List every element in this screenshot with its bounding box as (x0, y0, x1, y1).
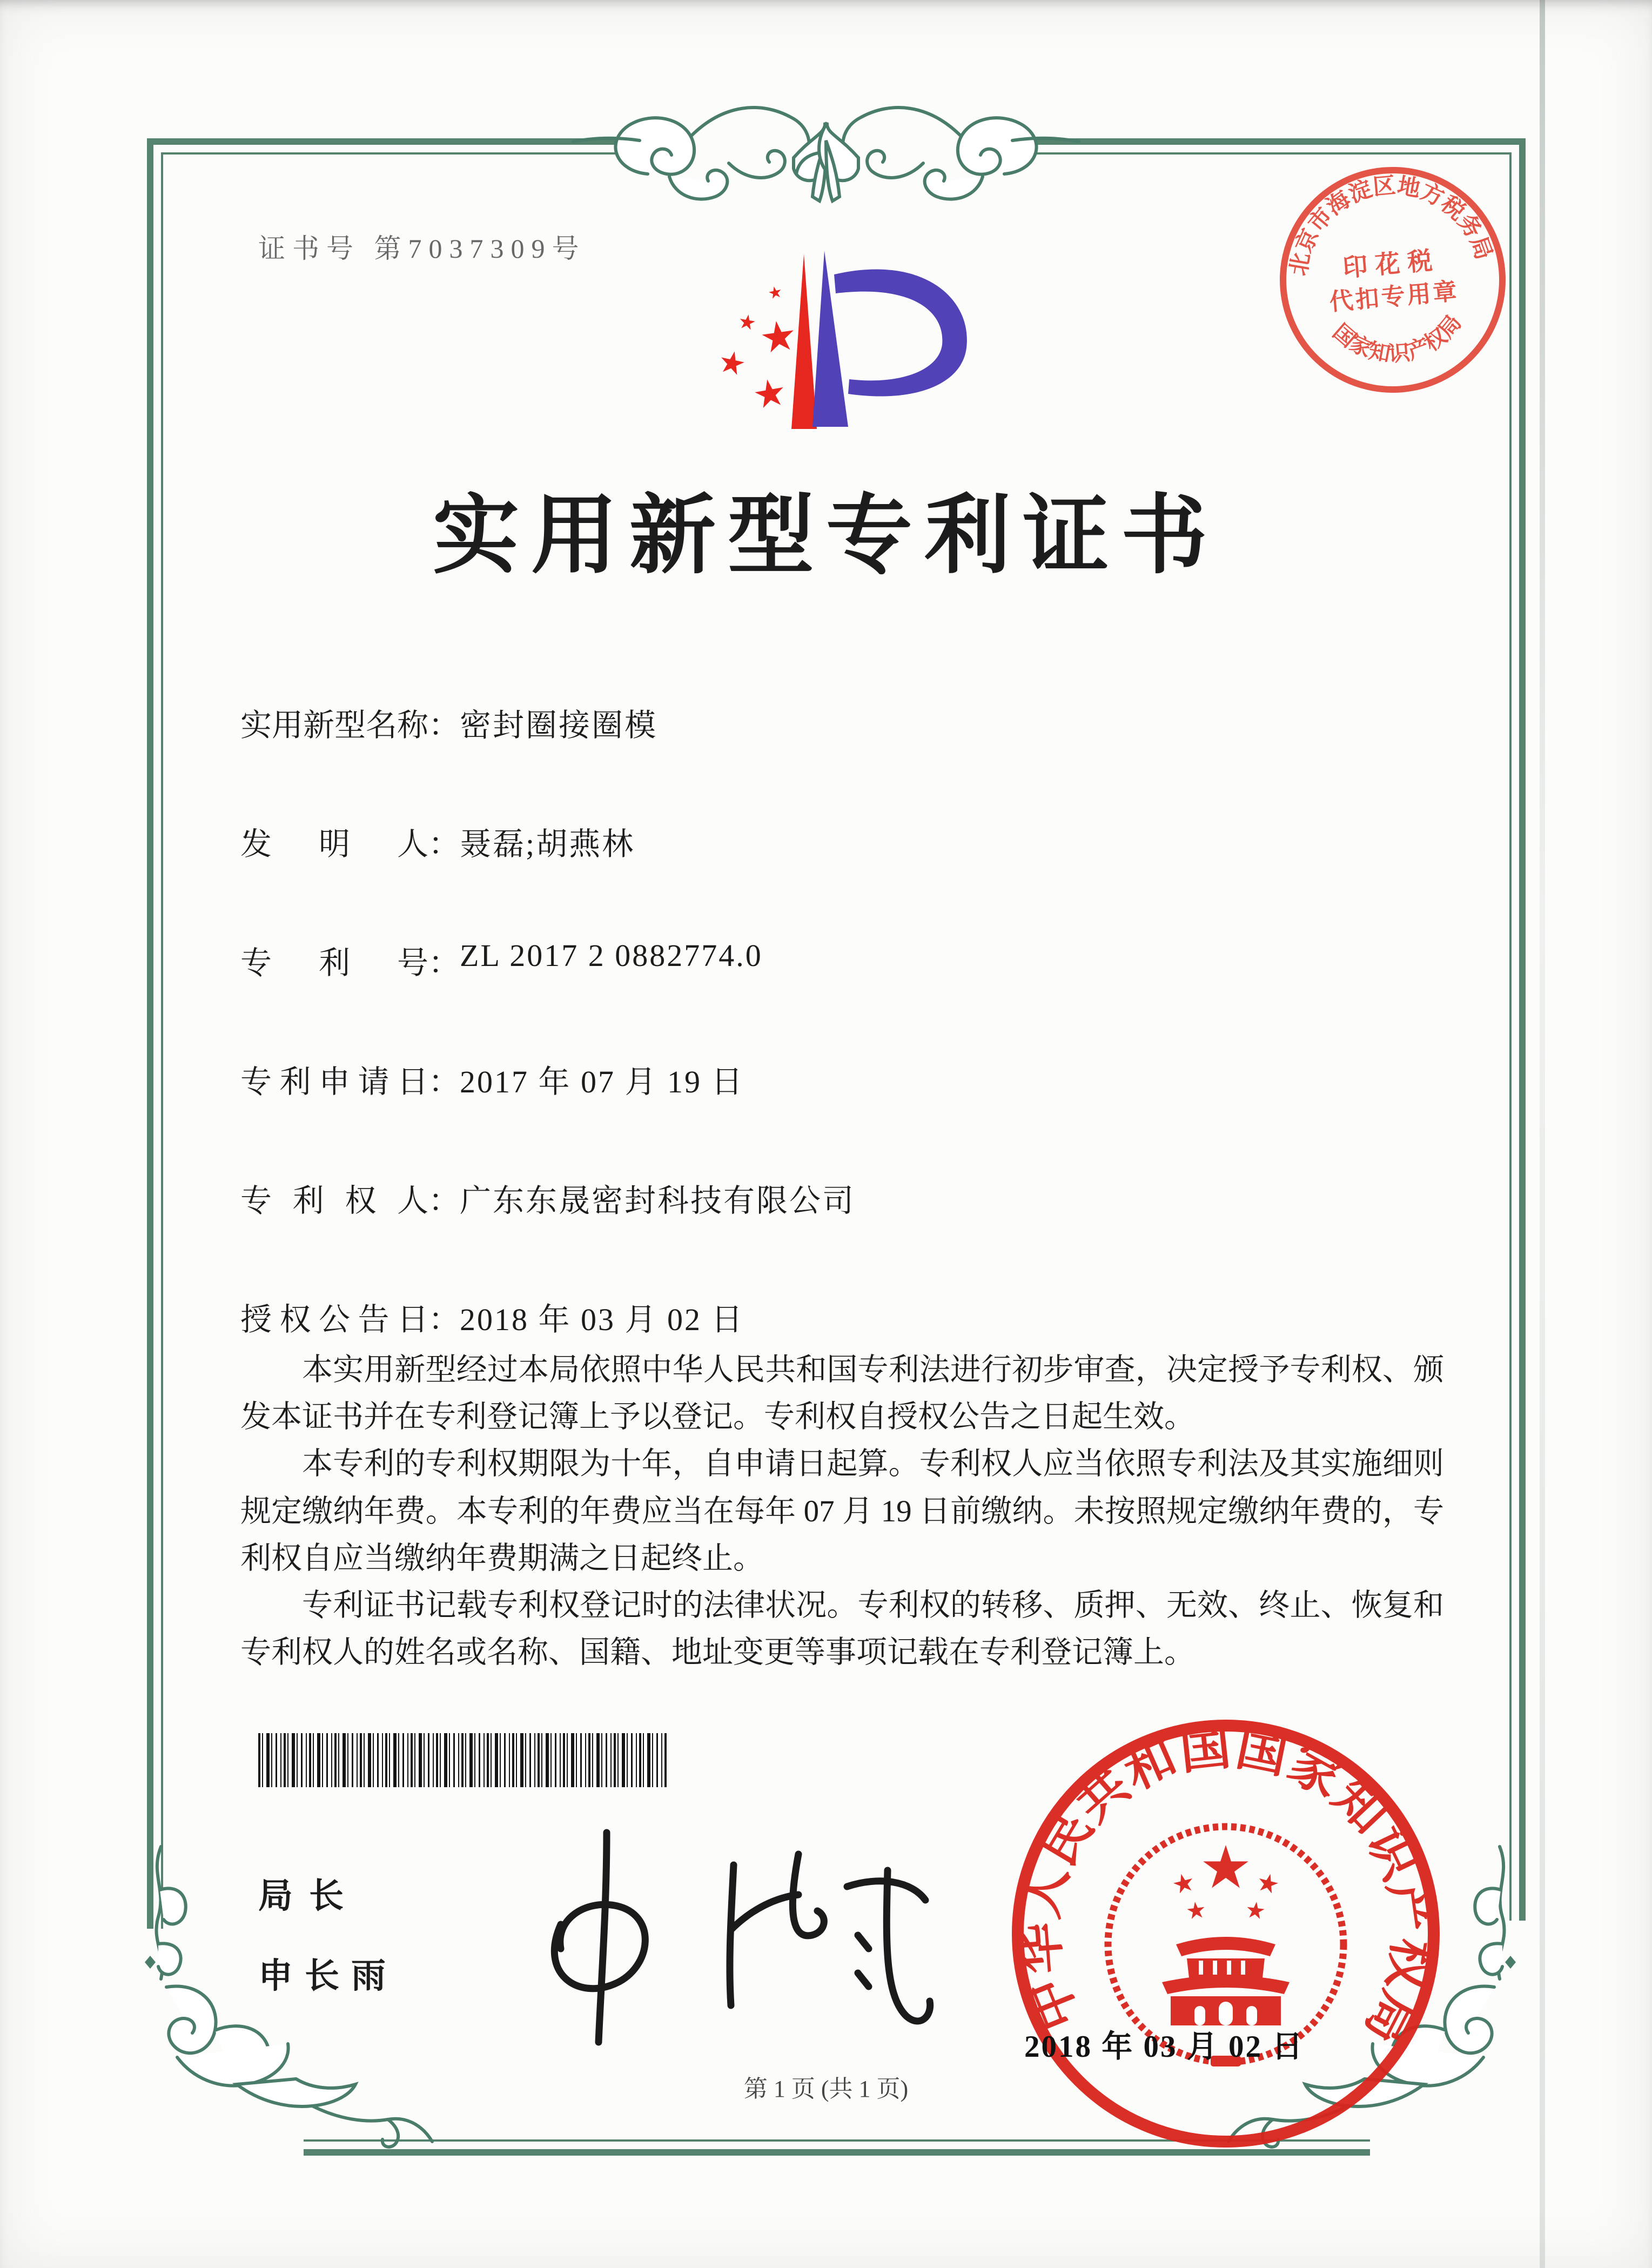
field-inventors: 发明人：聂磊;胡燕林 (240, 818, 1450, 937)
stamp-tax-seal (1260, 147, 1525, 412)
field-label: 发明人 (240, 827, 428, 862)
field-label: 专利号 (240, 945, 428, 981)
field-label: 专利权人 (240, 1183, 428, 1218)
field-label: 专利申请日 (240, 1064, 428, 1099)
field-patentee: 专利权人：广东东晟密封科技有限公司 (240, 1175, 1450, 1294)
seal-ring-text: 中华人民共和国国家知识产权局 (1011, 1719, 1441, 2055)
field-value: 密封圈接圈模 (460, 708, 658, 743)
tax-seal-center-line1: 印花税 (1341, 246, 1441, 282)
seal-date: 2018 年 03 月 02 日 (1024, 2030, 1305, 2064)
certificate-number: 证书号 第7037309号 (258, 233, 586, 264)
page-number: 第 1 页 (共 1 页) (743, 2076, 909, 2102)
field-value: 2018 年 03 月 02 日 (460, 1302, 744, 1337)
field-utility-model-name: 实用新型名称：密封圈接圈模 (240, 700, 1450, 818)
certificate-body (240, 1346, 1444, 1676)
certificate-barcode (258, 1733, 668, 1787)
field-label: 实用新型名称 (240, 708, 429, 743)
field-value: 聂磊;胡燕林 (460, 827, 635, 862)
director-title: 局长 (258, 1876, 360, 1915)
field-value: 广东东晟密封科技有限公司 (460, 1183, 856, 1218)
field-value: ZL 2017 2 0882774.0 (460, 938, 763, 973)
tax-seal-top-text: 北京市海淀区地方税务局 (1286, 173, 1496, 278)
top-center-scroll-ornament (567, 71, 1085, 223)
director-name: 申长雨 (258, 1956, 398, 1995)
body-paragraph-3: 专利证书记载专利权登记时的法律状况。专利权的转移、质押、无效、终止、恢复和专利权人的姓名或名称、国籍、地址变更等事项记载在专利登记簿上。 (240, 1588, 1444, 1670)
field-patent-number: 专利号：ZL 2017 2 0882774.0 (240, 937, 1450, 1056)
tax-seal-bottom-text: 国家知识产权局 (1328, 310, 1466, 367)
scan-edge-artifact (1540, 0, 1545, 2268)
body-paragraph-1: 本实用新型经过本局依照中华人民共和国专利法进行初步审查，决定授予专利权、颁发本证书并在专利登记簿上予以登记。专利权自授权公告之日起生效。 (240, 1353, 1444, 1434)
field-grant-publication-date: 授权公告日：2018 年 03 月 02 日 (240, 1294, 1450, 1413)
field-application-date: 专利申请日：2017 年 07 月 19 日 (240, 1056, 1450, 1175)
cnipa-ip-logo-icon (707, 223, 988, 465)
svg-text:国家知识产权局 (1327, 309, 1469, 372)
body-paragraph-2: 本专利的专利权期限为十年，自申请日起算。专利权人应当依照专利法及其实施细则规定缴纳年费。本专利的年费应当在每年 07 月 19 日前缴纳。未按照规定缴纳年费的，专利权自应当缴纳年费期满之日起终止。 (240, 1447, 1444, 1575)
tax-seal-center-line2: 代扣专用章 (1328, 278, 1460, 316)
certificate-fields (240, 700, 1450, 1413)
certificate-title: 实用新型专利证书 (432, 488, 1219, 584)
field-label: 授权公告日 (240, 1302, 428, 1337)
field-value: 2017 年 07 月 19 日 (460, 1064, 744, 1099)
director-signature-icon (480, 1800, 939, 2054)
